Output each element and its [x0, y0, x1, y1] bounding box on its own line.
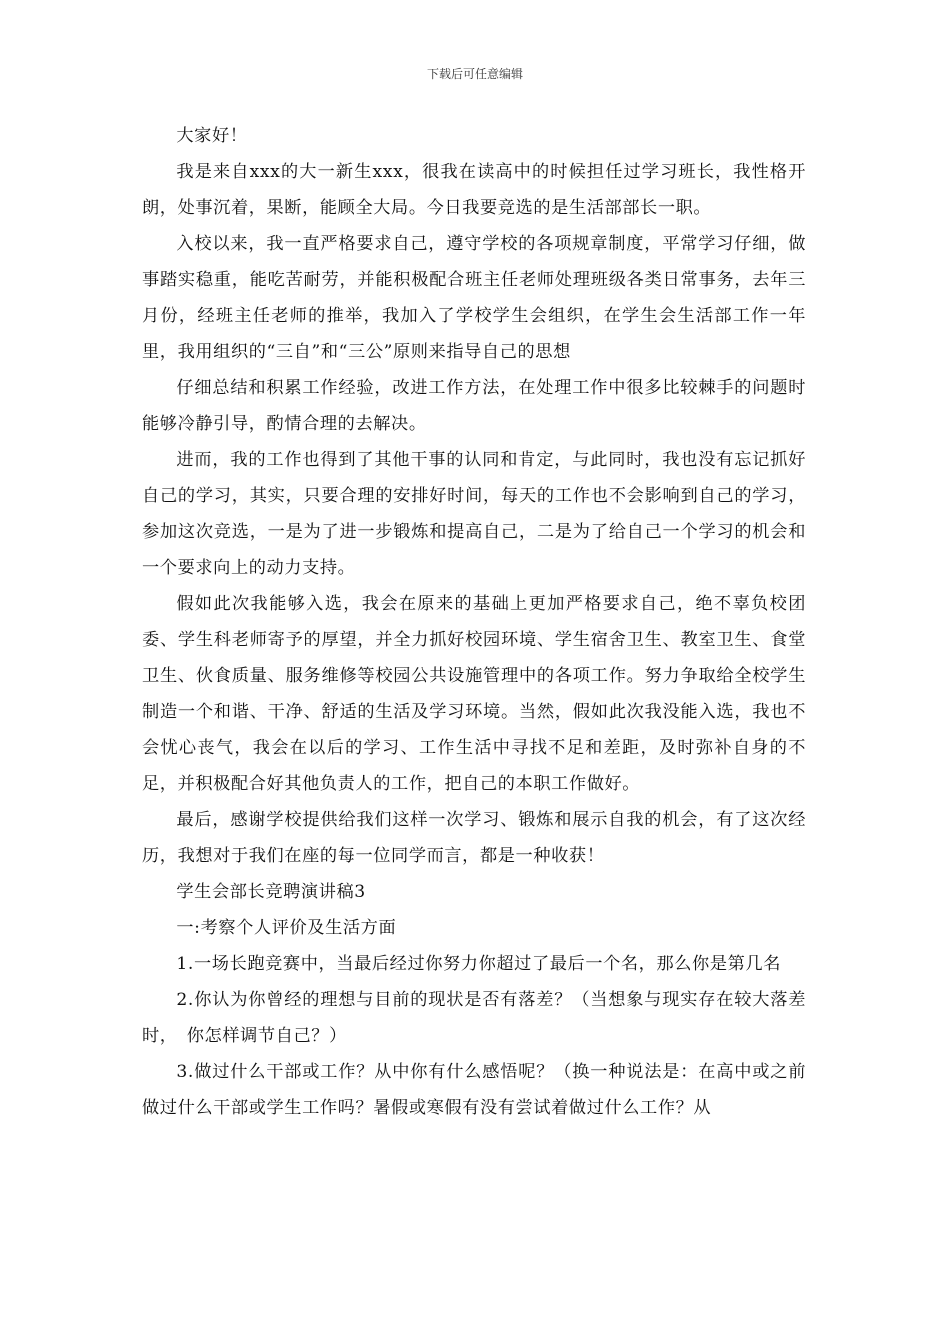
- closing-paragraph: 最后，感谢学校提供给我们这样一次学习、锻炼和展示自我的机会，有了这次经历，我想对于我们在座的每一位同学而言，都是一种收获！: [142, 810, 806, 866]
- greeting-paragraph: 大家好！: [176, 126, 248, 146]
- method-paragraph: 仔细总结和积累工作经验，改进工作方法，在处理工作中很多比较棘手的问题时能够冷静引导，酌情合理的去解决。: [142, 378, 806, 434]
- question-3: 3.做过什么干部或工作？从中你有什么感悟呢？（换一种说法是：在高中或之前做过什么干部或学生工作吗？暑假或寒假有没有尝试着做过什么工作？从: [142, 1062, 806, 1118]
- question-2: 2.你认为你曾经的理想与目前的现状是否有落差？（当想象与现实存在较大落差时， 你怎样调节自己？）: [142, 990, 806, 1046]
- section-title: 学生会部长竞聘演讲稿3: [176, 882, 366, 902]
- experience-paragraph: 入校以来，我一直严格要求自己，遵守学校的各项规章制度，平常学习仔细，做事踏实稳重，能吃苦耐劳，并能积极配合班主任老师处理班级各类日常事务，去年三月份，经班主任老师的推举，我加入了学校学生会组织，在学生会生活部工作一年里，我用组织的“三自”和“三公”原则来指导自己的思想: [142, 234, 806, 362]
- section-heading: 一:考察个人评价及生活方面: [176, 918, 397, 938]
- question-1: 1.一场长跑竞赛中，当最后经过你努力你超过了最后一个名，那么你是第几名: [176, 954, 781, 974]
- document-body: [142, 118, 806, 1126]
- intro-paragraph: 我是来自xxx的大一新生xxx，很我在读高中的时候担任过学习班长，我性格开朗，处事沉着，果断，能顾全大局。今日我要竞选的是生活部部长一职。: [142, 162, 806, 218]
- plan-paragraph: 假如此次我能够入选，我会在原来的基础上更加严格要求自己，绝不辜负校团委、学生科老师寄予的厚望，并全力抓好校园环境、学生宿舍卫生、教室卫生、食堂卫生、伙食质量、服务维修等校园公共设施管理中的各项工作。努力争取给全校学生制造一个和谐、干净、舒适的生活及学习环境。当然，假如此次我没能入选，我也不会忧心丧气，我会在以后的学习、工作生活中寻找不足和差距，及时弥补自身的不足，并积极配合好其他负责人的工作，把自己的本职工作做好。: [142, 594, 806, 794]
- study-paragraph: 进而，我的工作也得到了其他干事的认同和肯定，与此同时，我也没有忘记抓好自己的学习，其实，只要合理的安排好时间，每天的工作也不会影响到自己的学习，参加这次竞选，一是为了进一步锻炼和提高自己，二是为了给自己一个学习的机会和一个要求向上的动力支持。: [142, 450, 806, 578]
- page-header-note: 下载后可任意编辑: [426, 67, 523, 81]
